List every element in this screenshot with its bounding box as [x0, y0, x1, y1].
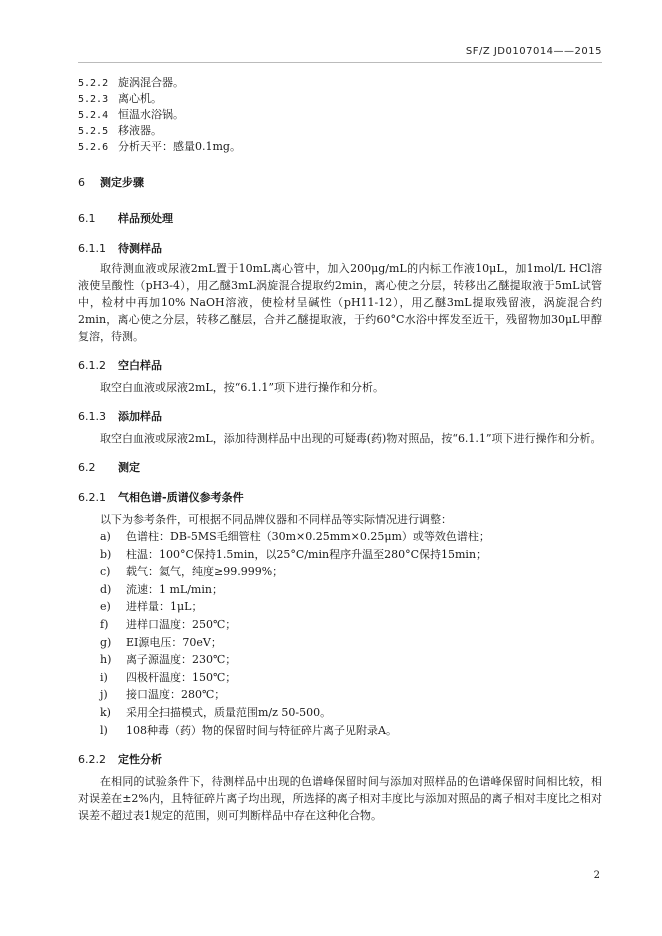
condition-item [78, 546, 602, 564]
condition-item [78, 528, 602, 546]
list-item [78, 90, 602, 106]
page-content [78, 74, 602, 824]
condition-text: 柱温：100°C保持1.5min，以25°C/min程序升温至280°C保持15min； [126, 547, 488, 561]
condition-item [78, 669, 602, 687]
list-item [78, 74, 602, 90]
header-divider [78, 62, 602, 63]
item-number: 5.2.5 [78, 126, 109, 137]
condition-text: 进样口温度：250℃； [126, 617, 237, 631]
item-number: 5.2.2 [78, 78, 109, 89]
condition-letter: g) [100, 635, 112, 649]
condition-letter: k) [100, 705, 111, 719]
condition-text: 108种毒（药）物的保留时间与特征碎片离子见附录A。 [126, 723, 397, 737]
section-number: 6.1 [78, 212, 96, 225]
item-number: 5.2.6 [78, 142, 109, 153]
section-title: 定性分析 [118, 753, 162, 767]
item-text: 恒温水浴锅。 [118, 108, 184, 121]
section-heading-6-2-2 [78, 751, 602, 769]
condition-item [78, 686, 602, 704]
condition-item [78, 651, 602, 669]
condition-text: 采用全扫描模式，质量范围m/z 50-500。 [126, 705, 332, 719]
section-title: 样品预处理 [118, 212, 173, 225]
section-title: 气相色谱-质谱仪参考条件 [118, 491, 244, 504]
list-item [78, 138, 602, 154]
section-heading-6-1-1 [78, 240, 602, 258]
paragraph-6-1-1: 取待测血液或尿液2mL置于10mL离心管中，加入200μg/mL的内标工作液10μL，加1mol/L HCl溶液使呈酸性（pH3-4），用乙醚3mL涡旋混合提取约2min，离心使之分层，转移出乙醚提取液于5mL试管中，检材中再加10% NaOH溶液，使检材呈碱性（pH11-12），用乙醚3mL提取残留液，涡旋混合约2min，离心使之分层，转移乙醚层，合并乙醚提取液，于约60°C水浴中挥发至近干，残留物加30μL甲醇复溶，待测。 [78, 262, 602, 343]
section-heading-6-2-1 [78, 489, 602, 507]
condition-letter: b) [100, 547, 112, 561]
condition-text: 进样量：1μL； [126, 600, 203, 614]
condition-text: 色谱柱：DB-5MS毛细管柱（30m×0.25mm×0.25μm）或等效色谱柱； [126, 530, 490, 543]
condition-item [78, 722, 602, 740]
section-number: 6 [78, 176, 85, 189]
section-heading-6-1-3 [78, 408, 602, 426]
condition-text: EI源电压：70eV； [126, 635, 222, 649]
condition-text: 载气：氦气，纯度≥99.999%； [126, 565, 284, 579]
condition-letter: i) [100, 670, 108, 684]
condition-letter: j) [100, 688, 108, 702]
section-heading-6-2 [78, 459, 602, 477]
condition-text: 流速：1 mL/min； [126, 582, 223, 596]
paragraph-6-1-2: 取空白血液或尿液2mL，按“6.1.1”项下进行操作和分析。 [100, 381, 384, 394]
condition-letter: e) [100, 600, 111, 614]
condition-letter: c) [100, 565, 111, 579]
condition-item [78, 634, 602, 652]
section-title: 空白样品 [118, 359, 162, 372]
conditions-intro: 以下为参考条件，可根据不同品牌仪器和不同样品等实际情况进行调整： [100, 513, 452, 526]
section-title: 测定步骤 [100, 176, 144, 189]
condition-item [78, 563, 602, 581]
item-number: 5.2.3 [78, 94, 109, 105]
item-text: 离心机。 [118, 92, 162, 105]
paragraph-6-2-2: 在相同的试验条件下，待测样品中出现的色谱峰保留时间与添加对照样品的色谱峰保留时间相比较，相对误差在±2%内，且特征碎片离子均出现，所选择的离子相对丰度比与添加对照品的离子相对丰度比之相对误差不超过表1规定的范围，则可判断样品中存在这种化合物。 [78, 775, 602, 823]
page-number: 2 [593, 870, 600, 881]
section-number: 6.1.3 [78, 410, 106, 423]
condition-letter: f) [100, 617, 109, 631]
condition-item [78, 704, 602, 722]
condition-letter: l) [100, 723, 108, 737]
standard-code-header: SF/Z JD0107014——2015 [465, 46, 602, 57]
section-title: 待测样品 [118, 242, 162, 255]
condition-letter: a) [100, 530, 111, 543]
condition-item [78, 598, 602, 616]
paragraph-6-1-3: 取空白血液或尿液2mL，添加待测样品中出现的可疑毒(药)物对照品，按“6.1.1”项下进行操作和分析。 [100, 432, 602, 445]
section-heading-6-1-2 [78, 357, 602, 375]
section-heading-6-1 [78, 210, 602, 228]
condition-letter: d) [100, 582, 112, 596]
section-number: 6.2.2 [78, 753, 106, 767]
condition-text: 接口温度：280℃； [126, 688, 226, 702]
section-number: 6.1.2 [78, 359, 106, 372]
section-heading-6 [78, 174, 602, 192]
item-number: 5.2.4 [78, 110, 109, 121]
section-title: 测定 [118, 461, 140, 474]
condition-text: 离子源温度：230℃； [126, 653, 237, 667]
section-number: 6.2 [78, 461, 96, 474]
condition-text: 四极杆温度：150℃； [126, 670, 237, 684]
condition-item [78, 581, 602, 599]
item-text: 旋涡混合器。 [118, 76, 184, 89]
section-number: 6.2.1 [78, 491, 106, 504]
item-text: 分析天平：感量0.1mg。 [118, 140, 241, 153]
list-item [78, 106, 602, 122]
condition-letter: h) [100, 653, 112, 667]
item-text: 移液器。 [118, 124, 162, 137]
section-number: 6.1.1 [78, 242, 106, 255]
list-item [78, 122, 602, 138]
section-title: 添加样品 [118, 410, 162, 423]
condition-item [78, 616, 602, 634]
